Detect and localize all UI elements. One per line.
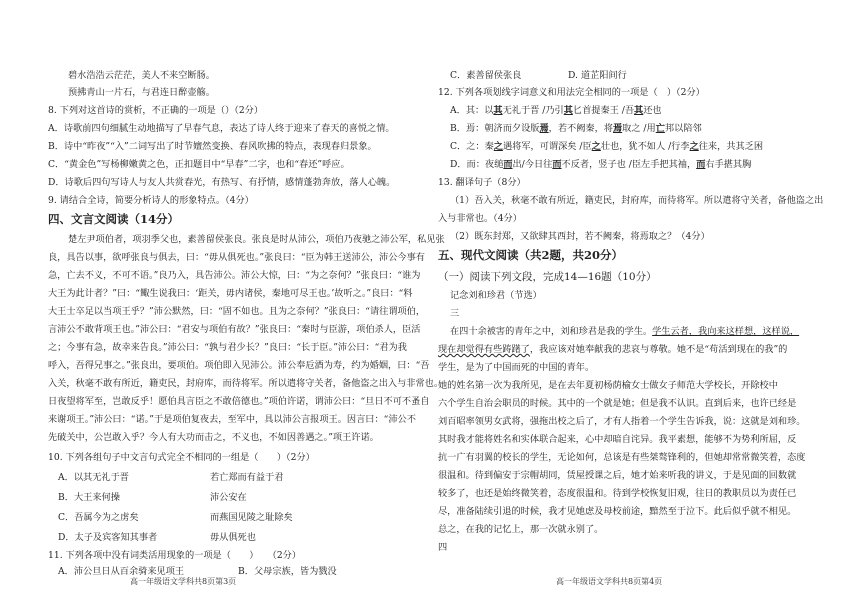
section5-title: 五、现代文阅读（共2题，共20分） [438,248,624,262]
para-line: 尽，准备陆续引退的时候，我才见她虑及母校前途，黯然至于泣下。此后似乎就不相见。 [438,506,797,517]
q10-option-a: A．以其无礼于晋 [58,472,129,483]
poem-line: 预拂青山一片石，与君连日醉壶觞。 [68,87,215,98]
passage-line: 入关，秋毫不敢有所近，籍吏民，封府库，而待将军。所以遣将守关者，备他盗之出入与非常也。 [48,378,444,389]
q10-option-a-pair: 若亡郑而有益于君 [210,472,284,483]
wavy-underlined-phrase: 现在却觉得有些踌躇了 [438,344,530,355]
underlined-word: 而 [696,159,706,170]
section-marker-4: 四 [438,542,448,553]
q13-sentence-1: （1）吾入关，秋毫不敢有所近，籍吏民，封府库，而待将军。所以遣将守关者，备他盗之出 [450,195,824,206]
passage-line: 急，亡去不义，不可不语。”良乃入，具告沛公。沛公大惊，曰：“为之奈何？”张良曰：“谁为 [48,270,421,281]
q11-option-c: C．素善留侯张良 [450,70,522,81]
underlined-word: 之 [591,141,601,152]
q12-option-d: D．而：夜缒而出/今日往而不反者，竖子也 /臣左手把其袖，而右手揕其胸 [450,159,752,170]
underlined-word: 而 [552,159,562,170]
q8-option-b: B．诗中“昨夜”“入”二词写出了时节嬗然变换、春风吹拂的特点，表现春归景象。 [48,141,377,152]
underlined-phrase: 学生云者，我向来这样想，这样说， [652,326,800,337]
passage-line: 言沛公不敢背项王也。”沛公曰：“君安与项伯有故？”张良曰：“秦时与臣游，项伯杀人，臣活 [48,324,421,335]
underlined-word: 之 [689,141,699,152]
q12-stem: 12. 下列各项划线字词意义和用法完全相同的一项是（ ）（2分） [438,87,705,98]
q9-stem: 9. 请结合全诗，简要分析诗人的形象特点。（4分） [48,195,254,206]
poem-line: 碧水浩浩云茫茫，美人不来空断肠。 [68,70,215,81]
q11-option-d: D. 道芷阳间行 [568,70,627,81]
q10-stem: 10. 下列各组句子中文言句式完全不相同的一组是（ ）（2分） [48,452,315,463]
q10-option-b: B．大王来何操 [58,492,120,503]
q11-option-b: B．父母宗族，皆为戮没 [238,566,337,577]
underlined-word: 焉 [612,123,623,134]
q12-option-b: B．焉：朝济而夕设版焉，若不阙秦，将焉取之 /用亡邦以陪邻 [450,123,702,134]
section4-title: 四、文言文阅读（14分） [48,212,180,226]
q8-option-d: D．诗歌后四句写诗人与友人共赏春光，有热写、有抒情，感情蓬勃奔放，落人心魄。 [48,177,396,188]
passage-line: 先破关中，公岂敢入乎？今人有大功而击之，不义也，不如因善遇之。”项王许诺。 [48,432,379,443]
underlined-word: 其 [634,105,644,116]
underlined-word: 其 [563,105,573,116]
para-line: 现在却觉得有些踌躇了，我应该对她奉献我的悲哀与尊敬。她不是“苟活到现在的我”的 [438,344,788,355]
para-line: 刘百昭率领男女武将，强拖出校之后了，才有人指着一个学生告诉我，说：这就是刘和珍。 [438,416,806,427]
underlined-word: 而 [503,159,513,170]
subsection1-title: （一）阅读下列文段，完成14—16题（10分） [438,271,657,283]
para-line: 其时我才能将姓名和实体联合起来，心中却暗自诧异。我平素想，能够不为势利所屈，反 [438,434,797,445]
para-line: 学生，是为了中国而死的中国的青年。 [438,362,595,373]
passage-line: 大王士卒足以当项王乎？”沛公默然，曰：“固不如也。且为之奈何？”张良曰：“请往谓项伯， [48,306,426,317]
q8-option-a: A．诗歌前四句细腻生动地描写了早春气息，表达了诗人终于迎来了春天的喜悦之情。 [48,123,395,134]
underlined-word: 其 [493,105,503,116]
underlined-word: 焉 [539,123,549,134]
para-line: 总之，在我的记忆上，那一次就永别了。 [438,524,604,535]
q10-option-d-pair: 毋从俱死也 [210,532,256,543]
q13-sentence-1-cont: 入与非常也。（4分） [438,213,522,224]
q10-option-c: C．吾属今为之虏矣 [58,512,139,523]
para-line: 抗一广有羽翼的校长的学生，无论如何，总该是有些桀骜锋利的，但她却常常微笑着，态度 [438,452,806,463]
q13-sentence-2: （2）既东封郑，又欲肆其西封，若不阙秦，将焉取之？（4分） [450,231,710,242]
section-marker-3: 三 [450,308,460,319]
q12-option-c: C．之：秦之遇将军，可谓深矣 /臣之壮也，犹不如人 /行李之往来，共其乏困 [450,141,764,152]
passage-line: 日夜望将军至，岂敢反乎！愿伯具言臣之不敢倍德也。”项伯许诺，谓沛公曰：“旦日不可不蚤自 [48,396,430,407]
para-line: 六个学生自治会职员的时候。其中的一个就是她；但是我不认识。直到后来，也许已经是 [438,398,797,409]
q10-option-b-pair: 沛公安在 [210,492,247,503]
q12-option-a: A．其：以其无礼于晋 /乃引其匕首提秦王 /吾其还也 [450,105,662,116]
passage-line: 大王为此计者？”曰：“鲰生说我曰：‘距关，毋内诸侯，秦地可尽王也。’故听之。”良曰：“料 [48,288,413,299]
q13-stem: 13. 翻译句子（8分） [438,177,526,188]
q10-option-c-pair: 而燕国见陵之耻除矣 [210,512,293,523]
q8-option-c: C．“黄金色”写杨柳嫩黄之色，正扣题目中“早春”二字，也和“春还”呼应。 [48,159,350,170]
passage-line: 楚左尹项伯者，项羽季父也，素善留侯张良。张良是时从沛公，项伯乃夜驰之沛公军，私见张 [68,234,445,245]
q8-stem: 8. 下列对这首诗的赏析，不正确的一项是（）（2分） [48,105,264,116]
underlined-word: 亡 [655,123,665,134]
page-footer-left: 高一年级语文学科共8页第3页 [130,577,237,586]
passage-line: 来谢项王。”沛公曰：“诺。”于是项伯复夜去，至军中，具以沛公言报项王。因言曰：“沛公不 [48,414,416,425]
q11-stem: 11. 下列各项中没有词类活用现象的一项是（ ） （2分） [48,550,302,561]
passage-line: 之；今事有急，故幸来告良。”沛公曰：“孰与君少长？”良曰：“长于臣。”沛公曰：“君为我 [48,342,407,353]
article-title: 记念刘和珍君（节选） [450,290,542,301]
para-line: 很温和。待到偏安于宗帽胡同，赁屋授课之后，她才始来听我的讲义，于是见面的回数就 [438,470,797,481]
underlined-word: 之 [493,141,503,152]
q10-option-d: D．太子及宾客知其事者 [58,532,158,543]
passage-line: 呼入，吾得兄事之。”张良出，要项伯。项伯即入见沛公。沛公奉卮酒为寿，约为婚姻，曰：“吾 [48,360,430,371]
passage-line: 良，具告以事，欲呼张良与俱去，曰：“毋从俱死也。”张良曰：“臣为韩王送沛公，沛公今事有 [48,252,425,263]
para-line: 在四十余被害的青年之中，刘和珍君是我的学生。学生云者，我向来这样想，这样说， [450,326,800,337]
q11-option-a: A．沛公旦日从百余骑来见项王 [58,566,185,577]
para-line: 较多了，也还是始终微笑着，态度很温和。待到学校恢复旧观，往日的教职员以为责任已 [438,488,797,499]
page-footer-right: 高一年级语文学科共8页第4页 [556,577,663,586]
para-line: 她的姓名第一次为我所见，是在去年夏初杨荫榆女士做女子师范大学校长，开除校中 [438,380,778,391]
